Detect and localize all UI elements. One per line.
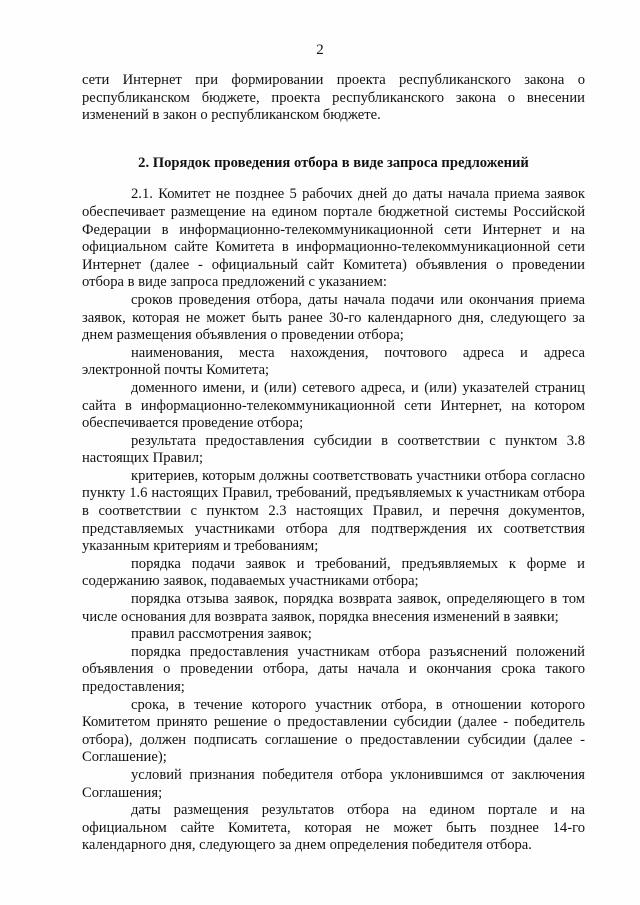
paragraph-2-1: 2.1. Комитет не позднее 5 рабочих дней до даты начала приема заявок обеспечивает размещение на едином портале бюджетной системы Российской Федерации в информационно-телекоммуникационной сети Интернет и на официальном сайте Комитета в информационно-телекоммуникационной сети Интернет (далее - официальный сайт Комитета) объявления о проведении отбора в виде запроса предложений с указанием:: [82, 186, 585, 291]
list-item-domain-name: доменного имени, и (или) сетевого адреса, и (или) указателей страниц сайта в информационно-телекоммуникационной сети Интернет, на котором обеспечивается проведение отбора;: [82, 379, 585, 432]
continuation-paragraph: сети Интернет при формировании проекта республиканского закона о республиканском бюджете, проекта республиканского закона о внесении изменений в закон о республиканском бюджете.: [82, 72, 585, 124]
list-item-withdrawal-order: порядка отзыва заявок, порядка возврата заявок, определяющего в том числе основания для возврата заявок, порядка внесения изменений в заявки;: [82, 591, 585, 625]
list-item-submission-order: порядка подачи заявок и требований, предъявляемых к форме и содержанию заявок, подаваемых участниками отбора;: [82, 555, 585, 590]
page-number: 2: [316, 42, 324, 58]
list-item-subsidy-result: результата предоставления субсидии в соответствии с пунктом 3.8 настоящих Правил;: [82, 432, 585, 467]
list-item-criteria: критериев, которым должны соответствовать участники отбора согласно пункту 1.6 настоящих Правил, требований, предъявляемых к участникам отбора в соответствии с пунктом 2.3 настоящих Правил, и перечня документов, представляемых участниками отбора для подтверждения их соответствия указанным критериям и требованиям;: [82, 467, 585, 555]
list-item-review-rules: правил рассмотрения заявок;: [131, 626, 312, 643]
section-heading: 2. Порядок проведения отбора в виде запроса предложений: [138, 154, 529, 171]
list-item-deadlines: сроков проведения отбора, даты начала подачи или окончания приема заявок, которая не может быть ранее 30-го календарного дня, следующего за днем размещения объявления о проведении отбора;: [82, 291, 585, 344]
list-item-clarifications: порядка предоставления участникам отбора разъяснений положений объявления о проведении отбора, даты начала и окончания срока такого предоставления;: [82, 643, 585, 695]
list-item-evasion-conditions: условий признания победителя отбора уклонившимся от заключения Соглашения;: [82, 766, 585, 801]
list-item-signing-deadline: срока, в течение которого участник отбора, в отношении которого Комитетом принято решение о предоставлении субсидии (далее - победитель отбора), должен подписать соглашение о предоставлении субсидии (далее - Соглашение);: [82, 696, 585, 766]
document-body: [82, 72, 585, 855]
list-item-committee-address: наименования, места нахождения, почтового адреса и адреса электронной почты Комитета;: [82, 344, 585, 379]
list-item-results-publication: даты размещения результатов отбора на едином портале и на официальном сайте Комитета, которая не может быть позднее 14-го календарного дня, следующего за днем определения победителя отбора.: [82, 802, 585, 854]
